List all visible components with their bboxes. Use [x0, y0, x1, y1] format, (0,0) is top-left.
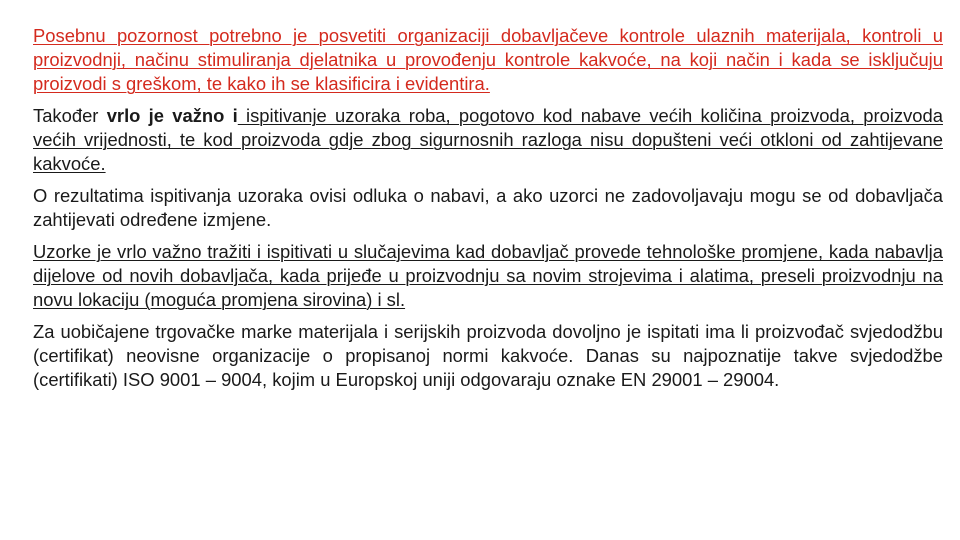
- paragraph-supplier-quality-control: Posebnu pozornost potrebno je posvetiti organizaciji dobavljačeve kontrole ulaznih materijala, kontroli u proizvodnji, načinu stimuliranja djelatnika u provođenju kontrole kakvoće, na koji način i kada se isključuju proizvodi s greškom, te kako ih se klasificira i evidentira.: [33, 25, 943, 94]
- paragraph-sample-testing-emphasis: vrlo je važno i: [106, 105, 238, 126]
- slide-body: [33, 24, 943, 400]
- paragraph-sample-testing: [33, 104, 943, 176]
- paragraph-sample-testing-lead: Također: [33, 105, 107, 126]
- paragraph-when-to-request-samples: Uzorke je vrlo važno tražiti i ispitivati u slučajevima kad dobavljač provede tehnološke promjene, kada nabavlja dijelove od novih dobavljača, kada prijeđe u proizvodnju sa novim strojevima i alatima, preseli proizvodnju na novu lokaciju (moguća promjena sirovina) i sl.: [33, 241, 943, 310]
- paragraph-sample-testing-underlined: ispitivanje uzoraka roba, pogotovo kod nabave većih količina proizvoda, proizvoda većih vrijednosti, te kod proizvoda gdje zbog sigurnosnih razloga nisu dopušteni veći otkloni od zahtijevane kakvoće.: [33, 105, 943, 174]
- paragraph-test-results: O rezultatima ispitivanja uzoraka ovisi odluka o nabavi, a ako uzorci ne zadovoljavaju mogu se od dobavljača zahtijevati određene izmjene.: [33, 185, 943, 230]
- paragraph-certificates: Za uobičajene trgovačke marke materijala i serijskih proizvoda dovoljno je ispitati ima li proizvođač svjedodžbu (certifikat) neovisne organizacije o propisanoj normi kakvoće. Danas su najpoznatije takve svjedodžbe (certifikati) ISO 9001 – 9004, kojim u Europskoj uniji odgovaraju oznake EN 29001 – 29004.: [33, 321, 943, 390]
